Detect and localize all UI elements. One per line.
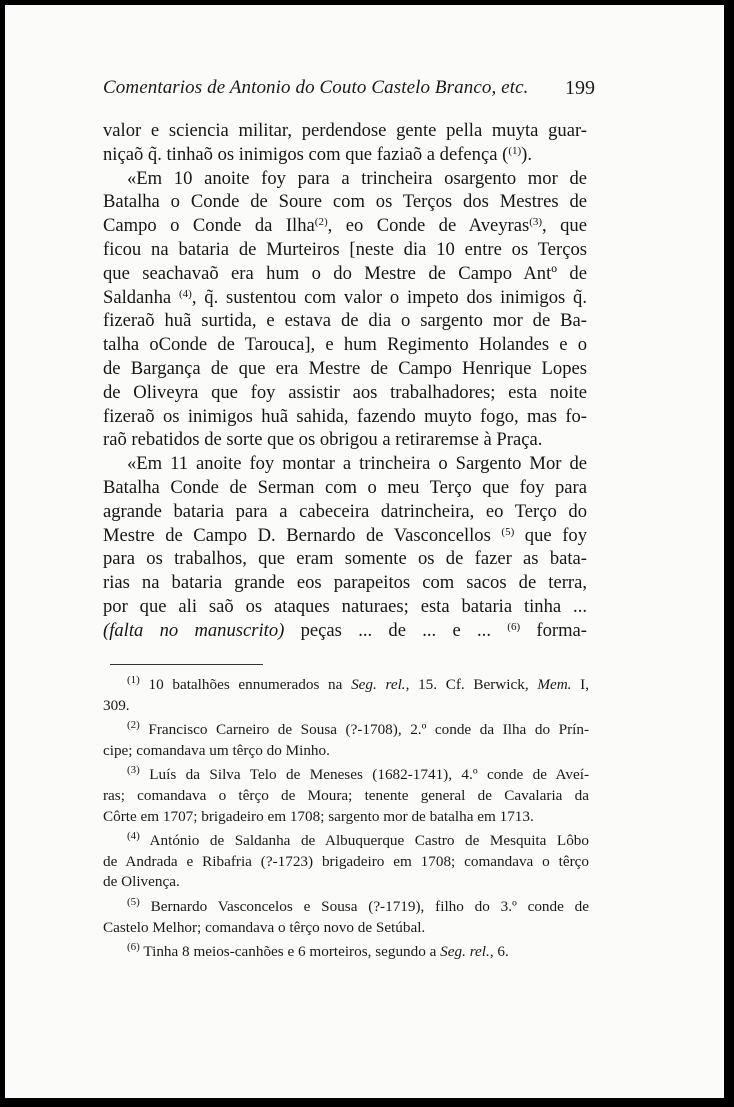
footnote: $^{(4)}$ António de Saldanha de Albuquerque Castro de Mesquita Lôbo de Andrada e Ribafria (?-1723) brigadeiro em 1708; comandava o têrço de Olivença.	[103, 830, 589, 891]
text-line: valor e sciencia militar, perdendose gente pella muyta guar-	[103, 120, 587, 141]
footnote-ref: (5)	[501, 525, 515, 538]
footnote: $^{(6)}$ Tinha 8 meios-canhões e 6 morteiros, segundo a Seg. rel., 6.	[127, 941, 509, 961]
text-line: para os trabalhos, que eram somente os de fazer as bata-	[103, 548, 587, 570]
text-line: Saldanha $^{(4)}$, q̃. sustentou com valor o impeto dos inimigos q̃.	[103, 286, 587, 308]
text-line: Campo o Conde da Ilha$^{(2)}$, eo Conde de Aveyras$^{(3)}$, que	[103, 215, 587, 237]
running-title: Comentarios de Antonio do Couto Castelo Branco, etc.	[103, 77, 529, 98]
text-line: (falta no manuscrito) peças ... de ... e ... $^{(6)}$ forma-	[103, 619, 587, 641]
footnote: $^{(1)}$ 10 batalhões ennumerados na Seg. rel., 15. Cf. Berwick, Mem. I, 309.	[103, 674, 590, 714]
text-line: niçaõ q̃. tinhaõ os inimigos com que faziaõ a defença ($^{(1)}$).	[103, 143, 532, 165]
text-line: talha oConde de Tarouca], e hum Regimento Holandes e o	[103, 334, 587, 356]
footnote: $^{(2)}$ Francisco Carneiro de Sousa (?-1708), 2.º conde da Ilha do Prín- cipe; comandava um têrço do Minho.	[103, 719, 590, 759]
text-line: de Oliveyra que foy assistir aos trabalhadores; esta noite	[103, 381, 587, 403]
text-line: que seachavaõ era hum o do Mestre de Campo Antº de	[103, 262, 587, 284]
text-line: fizeraõ os inimigos huã sahida, fazendo muyto fogo, mas fo-	[103, 405, 587, 427]
text-line: rias na bataria grande eos parapeitos com sacos de terra,	[103, 572, 587, 594]
text-line: Batalha Conde de Serman com o meu Terço que foy para	[103, 476, 587, 498]
text-line: agrande bataria para a cabeceira datrincheira, eo Terço do	[103, 500, 587, 522]
footnote: $^{(3)}$ Luís da Silva Telo de Meneses (1682-1741), 4.º conde de Aveí- ras; comandava o têrço de Moura; tenente general de Cavalaria da Côrte em 1707; brigadeiro em 1708; sargento mor de batalha em 1713.	[103, 764, 589, 825]
text-line: «Em 11 anoite foy montar a trincheira o Sargento Mor de	[127, 453, 587, 475]
running-header	[103, 77, 595, 107]
book-page	[5, 5, 724, 1098]
footnote-ref: (2)	[314, 216, 328, 229]
footnote-ref: (1)	[508, 144, 522, 157]
text-line: Mestre de Campo D. Bernardo de Vasconcellos $^{(5)}$ que foy	[103, 524, 587, 546]
footnote: $^{(5)}$ Bernardo Vasconcelos e Sousa (?-1719), filho do 3.º conde de Castelo Melhor; comandava o têrço novo de Setúbal.	[103, 895, 590, 936]
page-number: 199	[565, 77, 595, 99]
text-line: raõ rebatidos de sorte que os obrigou a retiraremse à Praça.	[103, 429, 543, 451]
text-line: ficou na bataria de Murteiros [neste dia 10 entre os Terços	[103, 238, 587, 260]
text-line: de Bargança de que era Mestre de Campo Henrique Lopes	[103, 357, 587, 379]
footnote-divider	[110, 664, 263, 665]
text-line: «Em 10 anoite foy para a trincheira osargento mor de	[127, 167, 587, 189]
footnote-ref: (6)	[507, 620, 521, 633]
footnote-ref: (4)	[178, 287, 192, 300]
text-line: Batalha o Conde de Soure com os Terços dos Mestres de	[103, 191, 587, 213]
footnotes	[103, 675, 589, 967]
text-line: fizeraõ huã surtida, e estava de dia o sargento mor de Ba-	[103, 310, 587, 332]
text-line: por que ali saõ os ataques naturaes; esta bataria tinha ...	[103, 595, 587, 617]
main-text	[103, 119, 587, 643]
footnote-ref: (3)	[529, 216, 543, 229]
